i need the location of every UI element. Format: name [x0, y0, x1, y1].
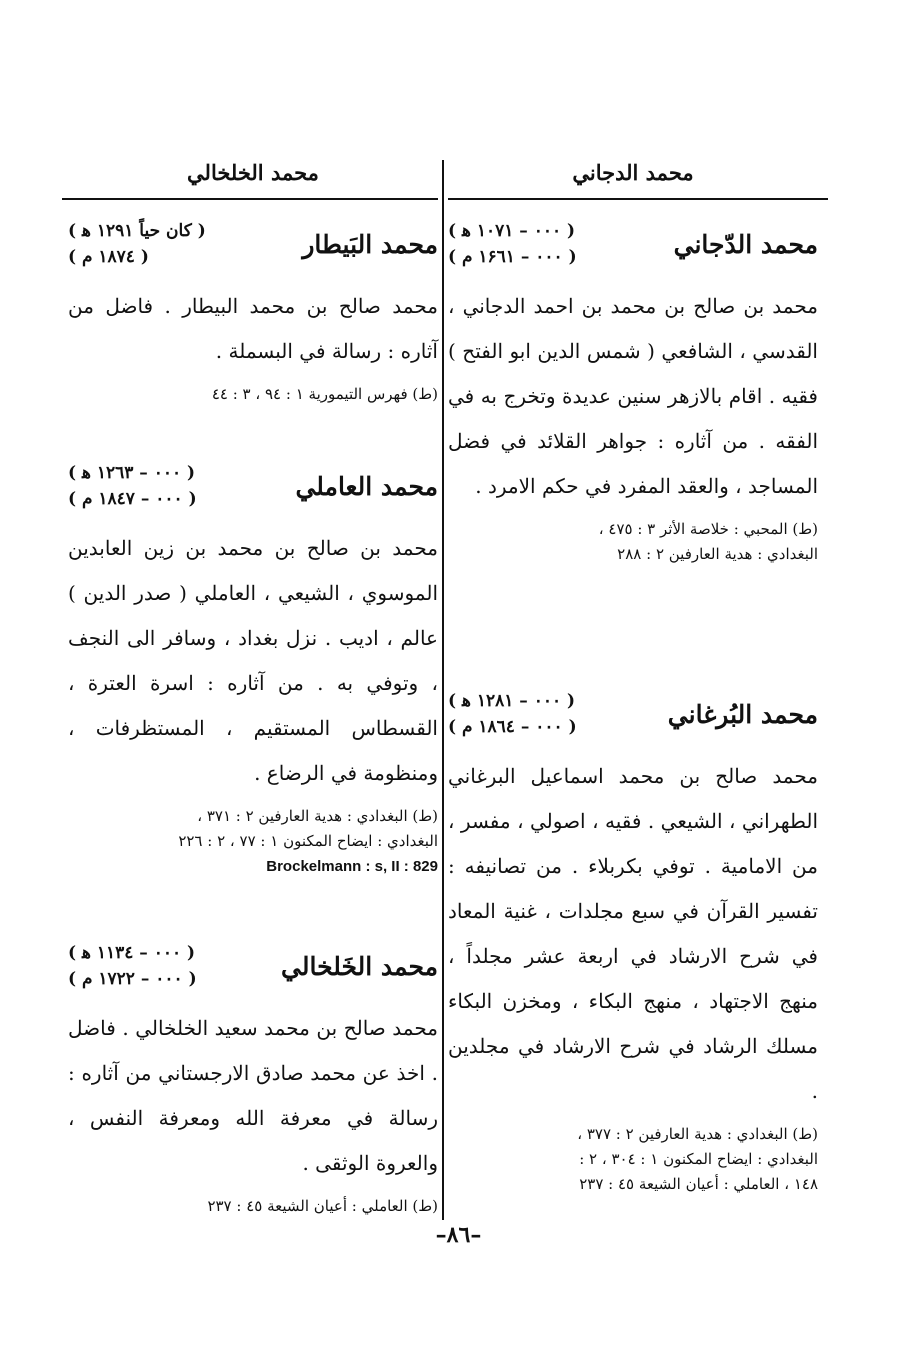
- entry-references: [448, 517, 818, 567]
- entry-dates: [448, 688, 577, 740]
- reference-line: البغدادي : هدية العارفين ٢ : ٢٨٨: [617, 545, 818, 563]
- entry-heading: [448, 688, 818, 740]
- reference-line: (ط) البغدادي : هدية العارفين ٢ : ٣٧٧ ،: [577, 1125, 818, 1143]
- entry-barghani: [448, 688, 818, 1197]
- reference-line: (ط) فهرس التيمورية ١ : ٩٤ ، ٣ : ٤٤: [211, 385, 438, 403]
- entry-body: محمد بن صالح بن محمد بن زين العابدين الموسوي ، الشيعي ، العاملي ( صدر الدين ) عالم ، اديب . نزل بغداد ، وسافر الى النجف ، وتوفي به . من آثاره : اسرة العترة ، القسطاس المستقيم ، المستظرفات ، ومنظومة في الرضاع .: [68, 536, 438, 785]
- hijri-dates: ( ۰۰۰ – ۱۲۸۱ ﻫ ): [448, 691, 576, 711]
- page-number: –٨٦–: [435, 1222, 482, 1248]
- entry-dates: [68, 460, 197, 512]
- gregorian-dates: ( ۰۰۰ – ۱۸٦٤ م ): [448, 717, 577, 737]
- entry-dates: [448, 218, 577, 270]
- hijri-dates: ( ۰۰۰ – ۱۲٦۳ ﻫ ): [68, 463, 196, 483]
- entry-heading: [68, 218, 438, 270]
- column-divider: [442, 160, 444, 1220]
- entry-body: محمد صالح بن محمد البيطار . فاضل من آثاره : رسالة في البسملة .: [68, 294, 438, 363]
- right-column-header: [448, 152, 818, 194]
- hijri-dates: ( ۰۰۰ – ۱۱۳٤ ﻫ ): [68, 943, 196, 963]
- entry-dates: [68, 218, 206, 270]
- entry-baytar: [68, 218, 438, 407]
- reference-line: (ط) البغدادي : هدية العارفين ٢ : ٣٧١ ،: [197, 807, 438, 825]
- hijri-dates: ( ۰۰۰ – ۱۰۷۱ ﻫ ): [448, 221, 576, 241]
- left-column-header: [68, 152, 438, 194]
- reference-line: البغدادي : ايضاح المكنون ١ : ٧٧ ، ٢ : ٢٢٦: [178, 832, 438, 850]
- entry-body: محمد صالح بن محمد سعيد الخلخالي . فاضل . اخذ عن محمد صادق الارجستاني من آثاره : رسالة في معرفة الله ومعرفة النفس ، والعروة الوثقى .: [68, 1016, 438, 1175]
- entry-dates: [68, 940, 197, 992]
- entry-heading: [68, 460, 438, 512]
- entry-khalkhali: [68, 940, 438, 1219]
- entry-name: محمد البَيطار: [302, 229, 438, 259]
- running-head-left: محمد الخلخالي: [187, 160, 319, 185]
- entry-heading: [448, 218, 818, 270]
- running-head-right: محمد الدجاني: [572, 160, 694, 185]
- entry-references: [68, 1194, 438, 1219]
- entry-references: [68, 804, 438, 879]
- entry-name: محمد الدّجاني: [673, 229, 818, 259]
- entry-references: [448, 1122, 818, 1197]
- entry-heading: [68, 940, 438, 992]
- entry-references: [68, 382, 438, 407]
- entry-body: محمد صالح بن محمد اسماعيل البرغاني الطهراني ، الشيعي . فقيه ، اصولي ، مفسر ، من الامامية . توفي بكربلاء . من تصانيفه : تفسير القرآن في سبع مجلدات ، غنية المعاد في شرح الارشاد في اربعة عشر مجلداً ، منهج الاجتهاد ، منهج البكاء ، ومخزن البكاء مسلك الرشاد في شرح الارشاد في مجلدين .: [448, 764, 818, 1103]
- gregorian-dates: ( ۰۰۰ – ۱۶٦۱ م ): [448, 247, 577, 267]
- reference-line: (ط) العاملي : أعيان الشيعة ٤٥ : ٢٣٧: [207, 1197, 438, 1215]
- entry-dajani: [448, 218, 818, 567]
- entry-body: محمد بن صالح بن محمد بن احمد الدجاني ، القدسي ، الشافعي ( شمس الدين ابو الفتح ) فقيه . اقام بالازهر سنين عديدة وتخرج به في الفقه . من آثاره : جواهر القلائد في فضل المساجد ، والعقد المفرد في حكم الامرد .: [448, 294, 818, 498]
- gregorian-dates: ( ١٨٧٤ م ): [68, 247, 149, 267]
- entry-name: محمد البُرغاني: [667, 699, 818, 729]
- entry-amili: [68, 460, 438, 879]
- gregorian-dates: ( ۰۰۰ – ۱۷۲۲ م ): [68, 969, 197, 989]
- header-rule-right: [448, 198, 828, 200]
- header-rule-left: [62, 198, 438, 200]
- reference-line: (ط) المحبي : خلاصة الأثر ٣ : ٤٧٥ ،: [598, 520, 818, 538]
- reference-line: ١٤٨ ، العاملي : أعيان الشيعة ٤٥ : ٢٣٧: [579, 1175, 818, 1193]
- gregorian-dates: ( ۰۰۰ – ۱۸٤۷ م ): [68, 489, 197, 509]
- latin-reference: Brockelmann : s, II : 829: [266, 858, 438, 875]
- entry-name: محمد العاملي: [295, 471, 438, 501]
- hijri-dates: ( كان حياً ١٢٩١ ﻫ ): [68, 221, 206, 241]
- entry-name: محمد الخَلخالي: [281, 951, 438, 981]
- reference-line: البغدادي : ايضاح المكنون ١ : ٣٠٤ ، ٢ :: [579, 1150, 818, 1168]
